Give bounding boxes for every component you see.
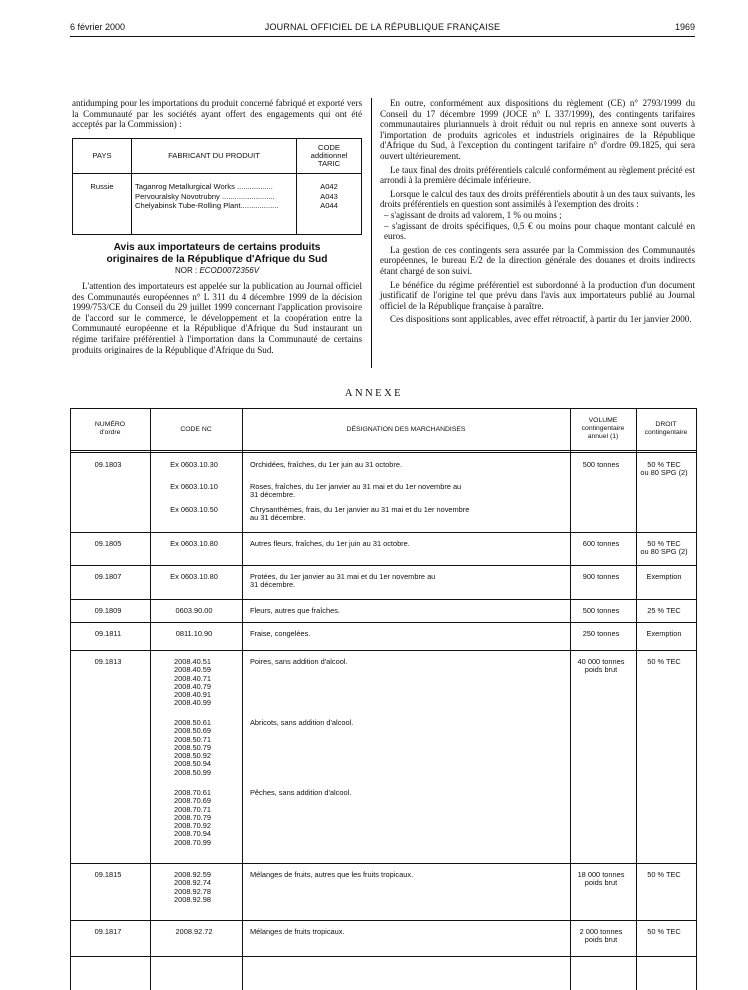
- page-header: [70, 22, 695, 36]
- annexe-cell-numero: 09.1811: [94, 629, 122, 638]
- annexe-header-droit: DROIT contingentaire: [644, 421, 688, 436]
- annexe-cell-numero: 09.1809: [94, 606, 122, 615]
- row-rule: [70, 920, 696, 921]
- annexe-cell-code: 0603.90.00: [175, 606, 213, 615]
- row-rule: [70, 650, 696, 651]
- annexe-cell-code: 0811.10.90: [175, 629, 213, 638]
- annexe-cell-code: Ex 0603.10.10: [170, 482, 218, 491]
- annexe-header-volume: VOLUME contingentaire annuel (1): [581, 417, 625, 440]
- annexe-cell-designation: Orchidées, fraîches, du 1er juin au 31 octobre.: [250, 460, 403, 469]
- taric-code: A044: [320, 201, 338, 210]
- annexe-cell-droit: 50 % TEC ou 80 SPG (2): [640, 460, 688, 478]
- notice-paragraph: L'attention des importateurs est appelée sur la publication au Journal officiel des Communautés européennes n° L 311 du 4 décembre 1999 de la décision 1999/753/CE du Conseil du 29 juillet 1999 concernant l'application provisoire de l'accord sur le commerce, le développement et la coopération entre la Communauté européenne et la République d'Afrique du Sud instaurant un régime tarifaire préférentiel à l'importation dans la Communauté de certains produits originaires de la République d'Afrique du Sud.: [72, 281, 362, 355]
- annexe-title: ANNEXE: [344, 388, 404, 399]
- column-rule: [636, 408, 637, 990]
- paragraph-dispositions: Ces dispositions sont applicables, avec effet rétroactif, à partir du 1er janvier 2000.: [390, 314, 692, 325]
- annexe-cell-numero: 09.1807: [94, 572, 122, 581]
- taric-codes: [297, 174, 362, 235]
- annexe-cell-volume: 18 000 tonnes poids brut: [577, 870, 625, 888]
- header-journal-title: JOURNAL OFFICIEL DE LA RÉPUBLIQUE FRANÇAISE: [264, 22, 501, 32]
- col-header-fabricant: FABRICANT DU PRODUIT: [132, 139, 297, 174]
- header-page-number: 1969: [674, 22, 695, 32]
- manufacturer-names: [132, 174, 297, 235]
- annexe-cell-volume: 2 000 tonnes poids brut: [579, 927, 623, 945]
- row-rule: [70, 622, 696, 623]
- annexe-cell-code: 2008.92.59 2008.92.74 2008.92.78 2008.92.98: [174, 870, 211, 904]
- row-rule: [70, 599, 696, 600]
- nor-code: ECOD0072356V: [199, 266, 260, 275]
- nor-label: NOR :: [174, 266, 198, 275]
- annexe-cell-droit: Exemption: [646, 629, 682, 638]
- annexe-cell-code: 2008.40.51 2008.40.59 2008.40.71 2008.40.79 2008.40.91 2008.40.99: [174, 657, 211, 708]
- annexe-cell-volume: 600 tonnes: [582, 539, 620, 548]
- annexe-cell-code: Ex 0603.10.50: [170, 505, 218, 514]
- annexe-header-designation: DÉSIGNATION DES MARCHANDISES: [346, 426, 466, 433]
- annexe-cell-droit: 50 % TEC: [647, 870, 681, 879]
- column-rule: [570, 408, 571, 990]
- annexe-cell-designation: Protées, du 1er janvier au 31 mai et du 1er novembre au 31 décembre.: [250, 572, 436, 590]
- annexe-cell-volume: 900 tonnes: [582, 572, 620, 581]
- row-rule: [70, 863, 696, 864]
- paragraph-taux-final: Le taux final des droits préférentiels calculé conformément au règlement précité est arrondi à la première décimale inférieure.: [380, 164, 695, 186]
- annexe-cell-designation: Fraise, congelées.: [250, 629, 311, 638]
- annexe-cell-droit: 50 % TEC ou 80 SPG (2): [640, 539, 688, 557]
- annexe-cell-droit: Exemption: [646, 572, 682, 581]
- paragraph-gestion: La gestion de ces contingents sera assurée par la Commission des Communautés européennes, le bureau E/2 de la direction générale des douanes et droits indirects étant chargé de son suivi.: [380, 244, 695, 276]
- manufacturer-name: Taganrog Metallurgical Works .................: [135, 182, 273, 191]
- table-border: [696, 408, 697, 990]
- country-cell: Russie: [73, 174, 132, 235]
- table-top-rule: [70, 408, 696, 409]
- annexe-header-code: CODE NC: [180, 426, 212, 433]
- left-column: [72, 98, 362, 130]
- header-rule: [70, 450, 696, 453]
- annexe-cell-droit: 50 % TEC: [647, 657, 681, 666]
- annexe-cell-designation: Mélanges de fruits tropicaux.: [250, 927, 345, 936]
- row-rule: [70, 956, 696, 957]
- annexe-cell-volume: 40 000 tonnes poids brut: [577, 657, 625, 675]
- column-rule: [150, 408, 151, 990]
- annexe-cell-volume: 500 tonnes: [582, 460, 620, 469]
- notice-title: [72, 242, 362, 265]
- taric-code: A042: [320, 182, 338, 191]
- annexe-cell-designation: Roses, fraîches, du 1er janvier au 31 mai et du 1er novembre au 31 décembre.: [250, 482, 462, 500]
- annexe-cell-numero: 09.1817: [94, 927, 122, 936]
- annexe-cell-volume: 250 tonnes: [582, 629, 620, 638]
- paragraph-reglement: En outre, conformément aux dispositions du règlement (CE) n° 2793/1999 du Conseil du 17 décembre 1999 (JOCE n° L 337/1999), des contingents tarifaires communautaires pluriannuels à droit réduit ou nul repris en annexe sont ouverts à l'importation de produits agricoles et industriels originaires de la République d'Afrique du Sud, à l'exception du contingent tarifaire n° d'ordre 09.1825, qui sera ouvert ultérieurement.: [380, 98, 695, 161]
- annexe-cell-designation: Poires, sans addition d'alcool.: [250, 657, 348, 666]
- header-date: 6 février 2000: [70, 22, 126, 32]
- annexe-header-numero: NUMÉRO d'ordre: [94, 421, 126, 436]
- annexe-table: [70, 408, 696, 990]
- annexe-cell-code: 2008.50.61 2008.50.69 2008.50.71 2008.50.79 2008.50.92 2008.50.94 2008.50.99: [174, 718, 211, 777]
- annexe-cell-droit: 25 % TEC: [647, 606, 681, 615]
- annexe-cell-designation: Autres fleurs, fraîches, du 1er juin au 31 octobre.: [250, 539, 410, 548]
- row-rule: [70, 532, 696, 533]
- intro-paragraph: antidumping pour les importations du produit concerné fabriqué et exporté vers la Communauté par les sociétés ayant offert des engagements qui ont été acceptés par la Commission) :: [72, 98, 362, 130]
- notice-body: [72, 281, 362, 355]
- col-header-taric: CODE additionnel TARIC: [297, 139, 362, 174]
- annexe-cell-numero: 09.1813: [94, 657, 122, 666]
- right-column: [380, 98, 695, 325]
- annexe-cell-code: 2008.70.61 2008.70.69 2008.70.71 2008.70.79 2008.70.92 2008.70.94 2008.70.99: [174, 788, 211, 847]
- table-border: [70, 408, 71, 990]
- header-rule: [70, 36, 695, 37]
- bullet-ad-valorem: – s'agissant de droits ad valorem, 1 % ou moins ;: [384, 209, 562, 220]
- notice-title-line-1: Avis aux importateurs de certains produits: [113, 242, 321, 253]
- paragraph-benefice: Le bénéfice du régime préférentiel est subordonné à la production d'un document justificatif de l'origine tel que prévu dans l'avis aux importateurs publié au Journal officiel de la République française à paraître.: [380, 279, 695, 311]
- nor-reference: [72, 266, 362, 275]
- paragraph-calcul: Lorsque le calcul des taux des droits préférentiels aboutit à un des taux suivants, les droits préférentiels en question sont assimilés à l'exemption des droits :: [380, 188, 695, 210]
- manufacturers-table: [72, 138, 362, 235]
- notice-title-line-2: originaires de la République d'Afrique du Sud: [106, 253, 328, 265]
- manufacturer-name: Chelyabinsk Tube-Rolling Plant..................: [135, 201, 279, 210]
- annexe-cell-numero: 09.1805: [94, 539, 122, 548]
- annexe-cell-designation: Chrysanthèmes, frais, du 1er janvier au 31 mai et du 1er novembre au 31 décembre.: [250, 505, 470, 523]
- annexe-cell-code: Ex 0603.10.80: [170, 572, 218, 581]
- annexe-cell-designation: Pêches, sans addition d'alcool.: [250, 788, 352, 797]
- annexe-cell-designation: Fleurs, autres que fraîches.: [250, 606, 340, 615]
- bullet-specifiques: – s'agissant de droits spécifiques, 0,5 € ou moins pour chaque montant calculé en euros.: [384, 220, 695, 242]
- annexe-cell-code: Ex 0603.10.80: [170, 539, 218, 548]
- taric-code: A043: [320, 191, 338, 201]
- annexe-cell-code: Ex 0603.10.30: [170, 460, 218, 469]
- manufacturer-name: Pervouralsky Novotrubny .........................: [135, 191, 275, 201]
- annexe-cell-droit: 50 % TEC: [647, 927, 681, 936]
- annexe-cell-code: 2008.92.72: [175, 927, 213, 936]
- col-header-pays: PAYS: [73, 139, 132, 174]
- annexe-cell-numero: 09.1803: [94, 460, 122, 469]
- annexe-cell-designation: Mélanges de fruits, autres que les fruits tropicaux.: [250, 870, 414, 879]
- annexe-cell-volume: 500 tonnes: [582, 606, 620, 615]
- column-separator: [371, 98, 372, 368]
- annexe-cell-designation: Abricots, sans addition d'alcool.: [250, 718, 354, 727]
- annexe-cell-numero: 09.1815: [94, 870, 122, 879]
- row-rule: [70, 565, 696, 566]
